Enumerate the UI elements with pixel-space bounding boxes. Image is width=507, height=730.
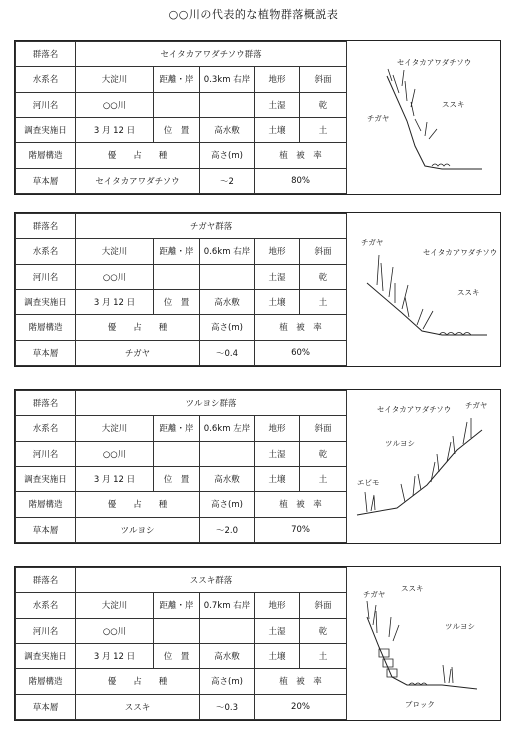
water-system-label: 水系名 [16,593,76,618]
distance-label: 距離・岸 [154,416,200,441]
position-label: 位 置 [154,289,200,314]
sketch-label: チガヤ [363,590,386,599]
coverage-value: 60% [255,340,347,365]
slope-label: 斜面 [300,416,347,441]
soil-value: 土 [300,643,347,668]
dominant-value: セイタカアワダチソウ [76,168,200,193]
community-name: ススキ群落 [76,568,347,593]
bank-profile-drawing [347,41,501,194]
empty-cell [154,264,200,289]
distance-value: 0.6km 右岸 [200,239,255,264]
community-label: 群落名 [16,214,76,239]
soil-moisture-label: 土湿 [255,618,300,643]
sketch-label: チガヤ [361,238,384,247]
sketch-label: チガヤ [465,401,488,410]
distance-label: 距離・岸 [154,239,200,264]
herb-layer-label: 草本層 [16,517,76,542]
empty-cell [154,441,200,466]
strata-label: 階層構造 [16,315,76,340]
sketch-label: ススキ [457,288,480,297]
position-value: 高水敷 [200,289,255,314]
dominant-value: ツルヨシ [76,517,200,542]
dominant-label: 優 占 種 [76,669,200,694]
sketch-label: ツルヨシ [385,439,415,448]
sketch-label: ススキ [442,100,465,109]
empty-cell [200,618,255,643]
coverage-value: 80% [255,168,347,193]
survey-date-label: 調査実施日 [16,643,76,668]
sketch-label: セイタカアワダチソウ [423,248,498,257]
community-block-3 [14,389,501,544]
empty-cell [200,264,255,289]
empty-cell [154,92,200,117]
vegetation-sketch [346,390,501,543]
water-system-label: 水系名 [16,67,76,92]
coverage-label: 植 被 率 [255,315,347,340]
river-value: ○○川 [76,92,154,117]
river-label: 河川名 [16,618,76,643]
river-label: 河川名 [16,264,76,289]
survey-date-value: 3 月 12 日 [76,643,154,668]
community-name: ツルヨシ群落 [76,391,347,416]
survey-date-value: 3 月 12 日 [76,289,154,314]
dominant-label: 優 占 種 [76,492,200,517]
coverage-label: 植 被 率 [255,492,347,517]
water-system-value: 大淀川 [76,239,154,264]
community-label: 群落名 [16,391,76,416]
water-system-label: 水系名 [16,239,76,264]
community-name: チガヤ群落 [76,214,347,239]
empty-cell [154,618,200,643]
soil-moisture-label: 土湿 [255,441,300,466]
strata-label: 階層構造 [16,143,76,168]
community-table [15,213,347,366]
water-system-value: 大淀川 [76,593,154,618]
soil-label: 土壌 [255,466,300,491]
dominant-label: 優 占 種 [76,143,200,168]
community-block-4 [14,566,501,721]
position-label: 位 置 [154,643,200,668]
height-value: ～0.3 [200,694,255,719]
distance-value: 0.7km 右岸 [200,593,255,618]
empty-cell [200,92,255,117]
herb-layer-label: 草本層 [16,168,76,193]
community-name: セイタカアワダチソウ群落 [76,42,347,67]
dominant-label: 優 占 種 [76,315,200,340]
water-system-value: 大淀川 [76,67,154,92]
height-label: 高さ(m) [200,143,255,168]
coverage-value: 20% [255,694,347,719]
survey-date-label: 調査実施日 [16,289,76,314]
strata-label: 階層構造 [16,669,76,694]
position-value: 高水敷 [200,643,255,668]
slope-label: 斜面 [300,67,347,92]
soil-moisture-value: 乾 [300,264,347,289]
soil-value: 土 [300,466,347,491]
soil-value: 土 [300,289,347,314]
terrain-label: 地形 [255,239,300,264]
position-value: 高水敷 [200,117,255,142]
empty-cell [200,441,255,466]
sketch-label: チガヤ [367,114,390,123]
distance-value: 0.3km 右岸 [200,67,255,92]
soil-moisture-value: 乾 [300,92,347,117]
survey-date-label: 調査実施日 [16,117,76,142]
survey-date-value: 3 月 12 日 [76,117,154,142]
community-label: 群落名 [16,568,76,593]
strata-label: 階層構造 [16,492,76,517]
community-block-1 [14,40,501,195]
height-label: 高さ(m) [200,315,255,340]
distance-value: 0.6km 左岸 [200,416,255,441]
soil-label: 土壌 [255,117,300,142]
soil-value: 土 [300,117,347,142]
soil-label: 土壌 [255,643,300,668]
vegetation-sketch [346,41,501,194]
soil-moisture-value: 乾 [300,441,347,466]
position-label: 位 置 [154,117,200,142]
community-table [15,41,347,194]
terrain-label: 地形 [255,67,300,92]
river-value: ○○川 [76,264,154,289]
coverage-value: 70% [255,517,347,542]
survey-date-value: 3 月 12 日 [76,466,154,491]
height-value: ～2.0 [200,517,255,542]
soil-label: 土壌 [255,289,300,314]
river-value: ○○川 [76,618,154,643]
slope-label: 斜面 [300,239,347,264]
slope-label: 斜面 [300,593,347,618]
height-value: ～0.4 [200,340,255,365]
vegetation-sketch [346,567,501,720]
page-title: ○○川の代表的な植物群落概説表 [168,8,339,21]
sketch-label: ススキ [401,584,424,593]
sketch-label: エビモ [357,478,380,487]
sketch-label: セイタカアワダチソウ [397,58,472,67]
herb-layer-label: 草本層 [16,340,76,365]
community-label: 群落名 [16,42,76,67]
soil-moisture-label: 土湿 [255,264,300,289]
height-value: ～2 [200,168,255,193]
distance-label: 距離・岸 [154,67,200,92]
dominant-value: チガヤ [76,340,200,365]
river-value: ○○川 [76,441,154,466]
community-table [15,390,347,543]
bank-profile-drawing [347,213,501,366]
bank-profile-drawing [347,390,501,543]
sketch-label: セイタカアワダチソウ [377,405,452,414]
position-label: 位 置 [154,466,200,491]
river-label: 河川名 [16,441,76,466]
sketch-label: ブロック [405,700,435,709]
terrain-label: 地形 [255,593,300,618]
coverage-label: 植 被 率 [255,669,347,694]
water-system-value: 大淀川 [76,416,154,441]
height-label: 高さ(m) [200,669,255,694]
community-table [15,567,347,720]
distance-label: 距離・岸 [154,593,200,618]
community-block-2 [14,212,501,367]
coverage-label: 植 被 率 [255,143,347,168]
terrain-label: 地形 [255,416,300,441]
survey-date-label: 調査実施日 [16,466,76,491]
soil-moisture-value: 乾 [300,618,347,643]
sketch-label: ツルヨシ [445,622,475,631]
vegetation-sketch [346,213,501,366]
soil-moisture-label: 土湿 [255,92,300,117]
bank-profile-drawing [347,567,501,720]
water-system-label: 水系名 [16,416,76,441]
height-label: 高さ(m) [200,492,255,517]
position-value: 高水敷 [200,466,255,491]
dominant-value: ススキ [76,694,200,719]
herb-layer-label: 草本層 [16,694,76,719]
river-label: 河川名 [16,92,76,117]
